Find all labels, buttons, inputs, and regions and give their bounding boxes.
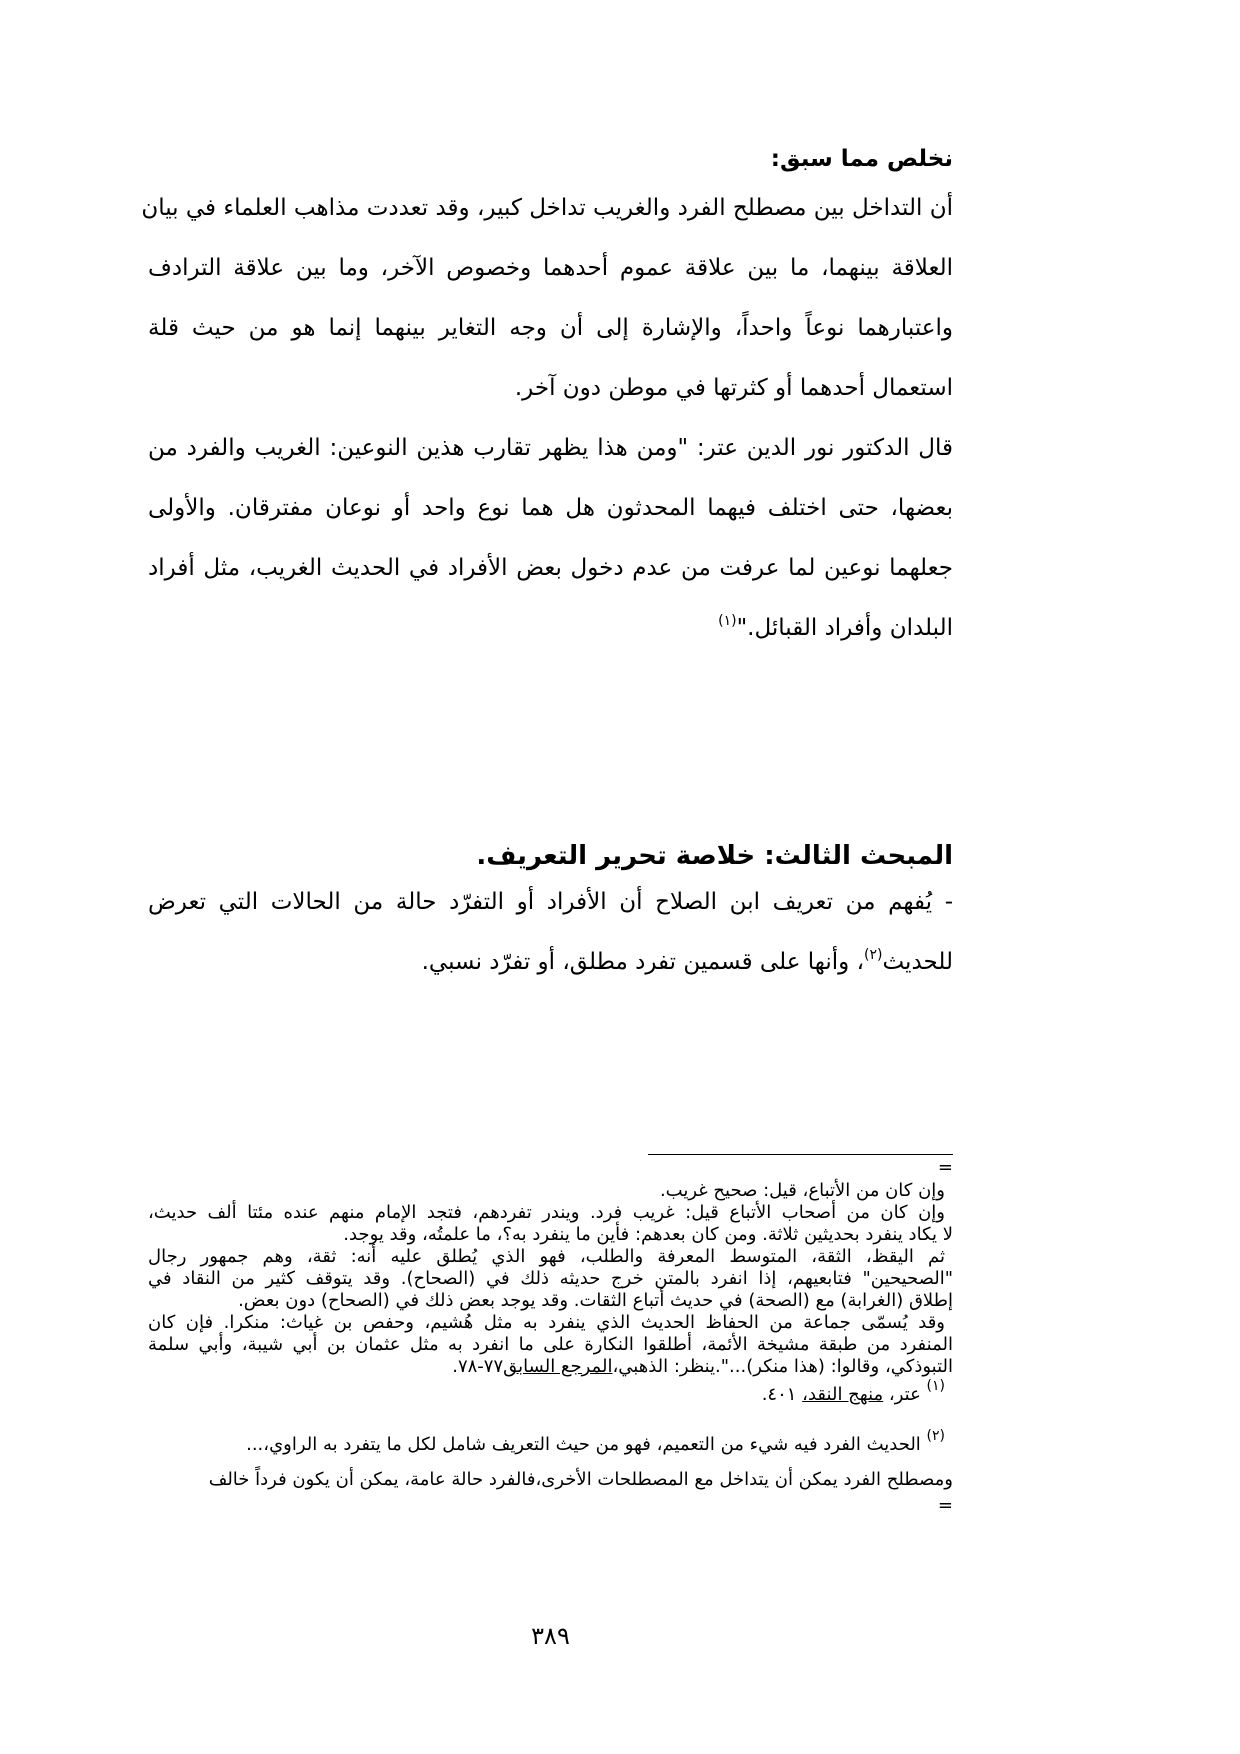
footnote-line: ومصطلح الفرد يمكن أن يتداخل مع المصطلحات الأخرى،فالفرد حالة عامة، يمكن أن يكون فرداً خالف [208,1469,953,1490]
footnote-ref-2[interactable]: (٢) [864,947,883,963]
body-line: أن التداخل بين مصطلح الفرد والغريب تداخل كبير، وقد تعددت مذاهب العلماء في بيان [141,195,953,221]
body-line: استعمال أحدهما أو كثرتها في موطن دون آخر. [514,375,953,401]
footnote-line [148,1356,953,1378]
text-run: الحديث الفرد فيه شيء من التعميم، فهو من حيث التعريف شامل لكل ما يتفرد به الراوي،... [246,1434,927,1455]
body-line: بعضها، حتى اختلف فيهما المحدثون هل هما نوع واحد أو نوعان مفترقان. والأولى [148,495,953,521]
text-run: ٧٧-٧٨. [452,1356,504,1377]
footnote-line: إطلاق (الغرابة) مع (الصحة) في حديث أتباع الثقات. وقد يوجد بعض ذلك في (الصحاح) دون بعض. [238,1290,953,1311]
footnote-line: المنفرد من طبقة مشيخة الأئمة، أطلقوا النكارة على ما انفرد به مثل عثمان بن أبي شيبة، وأبي سلمة [148,1334,953,1355]
footnote-ref-1[interactable]: (١) [718,613,737,629]
footnote-line: ثم اليقظ، الثقة، المتوسط المعرفة والطلب، فهو الذي يُطلق عليه أنه: ثقة، وهم جمهور رجال [148,1246,945,1267]
footnote-line: "الصحيحين" فتابعيهم، إذا انفرد بالمتن خرج حديثه ذلك في (الصحاح). وقد يتوقف كثير من النقاد في [148,1268,953,1289]
continuation-mark: = [937,1495,953,1516]
footnote-number: (١) [926,1378,945,1394]
word: للحديث [882,949,953,975]
footnote-1 [148,1378,953,1406]
footnote-separator [648,1154,953,1155]
citation-link: المرجع السابق [503,1356,613,1377]
section-heading: نخلص مما سبق: [770,146,953,172]
footnote-line: لا يكاد ينفرد بحديثين ثلاثة. ومن كان بعدهم: فأين ما ينفرد به؟، ما علمتُه، وقد يوجد. [343,1224,953,1245]
quote-end: البلدان وأفراد القبائل." [736,615,953,641]
body-line: جعلهما نوعين لما عرفت من عدم دخول بعض الأفراد في الحديث الغريب، مثل أفراد [148,555,953,581]
footnote-line: وقد يُسمّى جماعة من الحفاظ الحديث الذي ينفرد به مثل هُشيم، وحفص بن غياث: منكرا. فإن كان [148,1312,945,1333]
footnote-line: وإن كان من أصحاب الأتباع قيل: غريب فرد. ويندر تفردهم، فتجد الإمام منهم عنده مئتا ألف حديث، [148,1202,945,1223]
text-run: التبوذكي، وقالوا: (هذا منكر)...".ينظر: الذهبي، [612,1356,953,1377]
body-line: - يُفهم من تعريف ابن الصلاح أن الأفراد أو التفرّد حالة من الحالات التي تعرض [148,889,953,915]
citation-link: منهج النقد، [802,1384,884,1405]
footnote-number: (٢) [926,1428,945,1444]
body-line [148,947,953,977]
section-heading: المبحث الثالث: خلاصة تحرير التعريف. [476,841,953,871]
continuation-mark: = [937,1157,953,1178]
document-page [141,0,953,1754]
text-run: ، وأنها على قسمين تفرد مطلق، أو تفرّد نسبي. [421,949,864,975]
body-line: العلاقة بينهما، ما بين علاقة عموم أحدهما وخصوص الآخر، وما بين علاقة الترادف [148,255,953,281]
page-number: ٣٨٩ [531,1622,570,1650]
footnote-line: وإن كان من الأتباع، قيل: صحيح غريب. [659,1180,945,1201]
body-line [148,613,953,643]
text-run: ٤٠١. [761,1384,803,1405]
footnote-2 [148,1428,953,1456]
body-line: واعتبارهما نوعاً واحداً، والإشارة إلى أن وجه التغاير بينهما إنما هو من حيث قلة [148,315,953,341]
text-run: عتر، [883,1384,927,1405]
body-line: قال الدكتور نور الدين عتر: "ومن هذا يظهر تقارب هذين النوعين: الغريب والفرد من [148,435,953,461]
